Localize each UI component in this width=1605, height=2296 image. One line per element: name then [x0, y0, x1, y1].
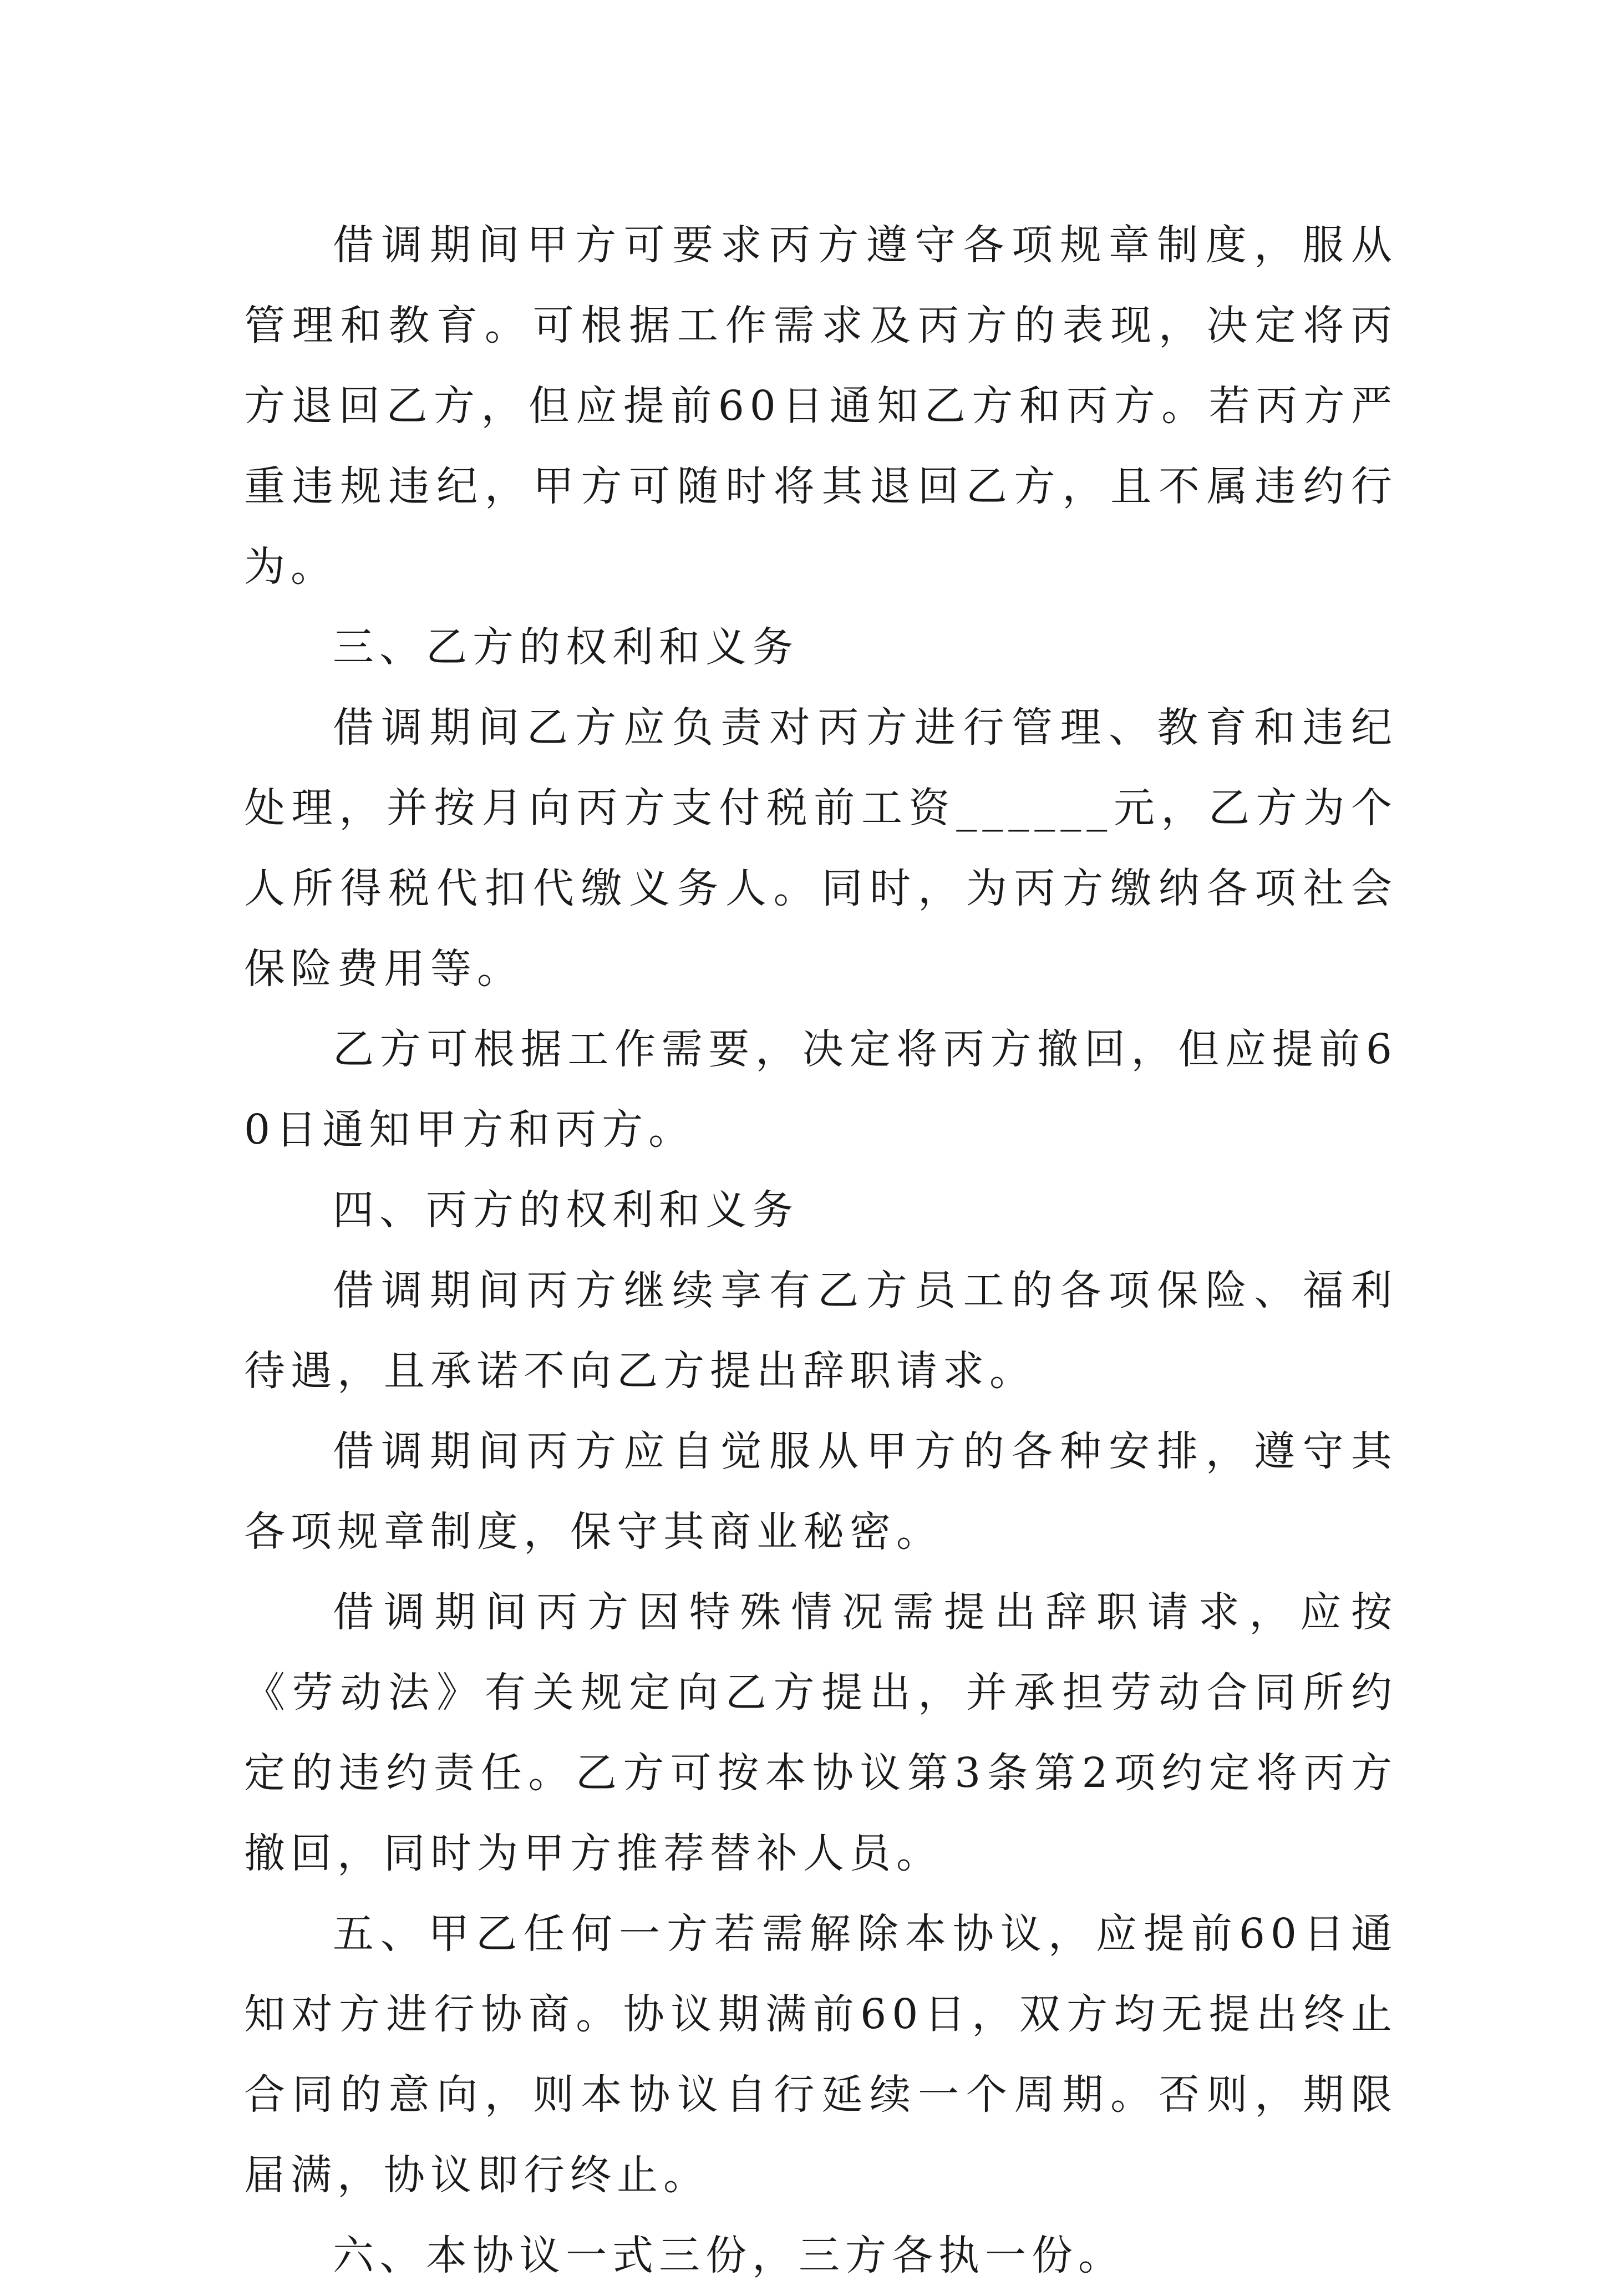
clause-paragraph: 乙方可根据工作需要，决定将丙方撤回，但应提前60日通知甲方和丙方。 [244, 1025, 1398, 1154]
section-heading: 三、乙方的权利和义务 [333, 623, 799, 671]
section-heading: 四、丙方的权利和义务 [333, 1186, 799, 1234]
clause-paragraph: 借调期间丙方因特殊情况需提出辞职请求，应按《劳动法》有关规定向乙方提出，并承担劳动合同所约定的违约责任。乙方可按本协议第3条第2项约定将丙方撤回，同时为甲方推荐替补人员。 [244, 1588, 1398, 1877]
clause-paragraph: 五、甲乙任何一方若需解除本协议，应提前60日通知对方进行协商。协议期满前60日，双方均无提出终止合同的意向，则本协议自行延续一个周期。否则，期限届满，协议即行终止。 [244, 1910, 1398, 2199]
clause-paragraph: 借调期间丙方应自觉服从甲方的各种安排，遵守其各项规章制度，保守其商业秘密。 [244, 1428, 1398, 1556]
clause-paragraph: 借调期间甲方可要求丙方遵守各项规章制度，服从管理和教育。可根据工作需求及丙方的表现，决定将丙方退回乙方，但应提前60日通知乙方和丙方。若丙方严重违规违纪，甲方可随时将其退回乙方，且不属违约行为。 [244, 221, 1398, 591]
clause-paragraph: 借调期间丙方继续享有乙方员工的各项保险、福利待遇，且承诺不向乙方提出辞职请求。 [244, 1267, 1398, 1395]
clause-paragraph: 六、本协议一式三份，三方各执一份。 [333, 2232, 1125, 2279]
clause-paragraph: 借调期间乙方应负责对丙方进行管理、教育和违纪处理，并按月向丙方支付税前工资______元，乙方为个人所得税代扣代缴义务人。同时，为丙方缴纳各项社会保险费用等。 [244, 704, 1398, 993]
document-body [244, 205, 1398, 2296]
